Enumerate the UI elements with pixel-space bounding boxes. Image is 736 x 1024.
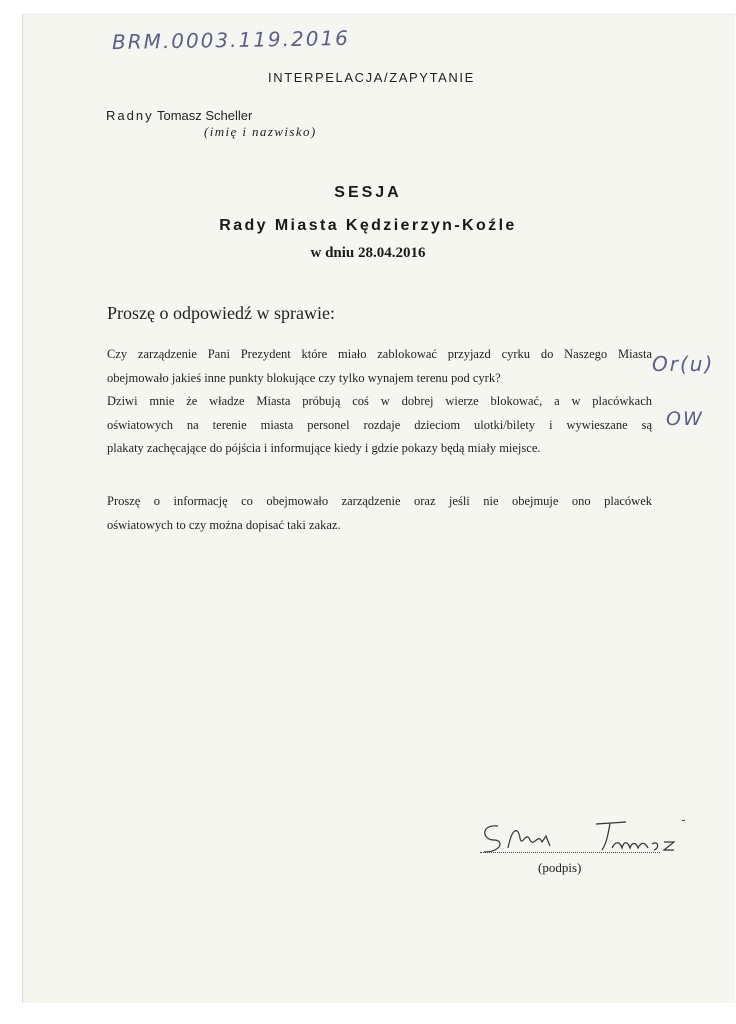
signature-dotted-line (480, 852, 660, 853)
paragraph-question (107, 343, 652, 390)
paragraph-remark (107, 390, 652, 461)
author-hint: (imię i nazwisko) (204, 124, 317, 139)
document-type: INTERPELACJA/ZAPYTANIE (268, 70, 475, 85)
author-name: Tomasz Scheller (156, 108, 253, 123)
handwritten-reference-number: BRM.0003.119.2016 (111, 25, 351, 55)
paragraph-line: plakaty zachęcające do pójścia i informujące kiedy i gdzie pokazy będą miały miejsce. (107, 441, 541, 455)
paragraph-request (107, 490, 652, 537)
paragraph-line: Proszę o informację co obejmowało zarządzenie oraz jeśli nie obejmuje ono placówek (107, 494, 652, 508)
stray-mark (682, 820, 685, 821)
request-heading: Proszę o odpowiedź w sprawie: (107, 303, 335, 323)
handwritten-margin-note: OW (666, 408, 704, 430)
paragraph-line: obejmowało jakieś inne punkty blokujące czy tylko wynajem terenu pod cyrk? (107, 370, 501, 385)
paragraph-line: oświatowych na terenie miasta personel rozdaje dzieciom ulotki/bilety i wywieszane są (107, 417, 652, 432)
session-title: SESJA (334, 184, 402, 201)
paragraph-line: oświatowych to czy można dopisać taki zakaz. (107, 517, 341, 532)
paragraph-line: Dziwi mnie że władze Miasta próbują coś w dobrej wierze blokować, a w placówkach (107, 394, 652, 408)
paragraph-line: Czy zarządzenie Pani Prezydent które miało zablokować przyjazd cyrku do Naszego Miasta (107, 347, 652, 361)
session-date: w dniu 28.04.2016 (310, 245, 426, 261)
author-line (106, 108, 252, 123)
signature-label: (podpis) (538, 860, 582, 875)
author-prefix: Radny (106, 108, 154, 123)
handwritten-margin-note: Or(u) (652, 352, 715, 376)
council-title: Rady Miasta Kędzierzyn-Koźle (219, 217, 517, 234)
